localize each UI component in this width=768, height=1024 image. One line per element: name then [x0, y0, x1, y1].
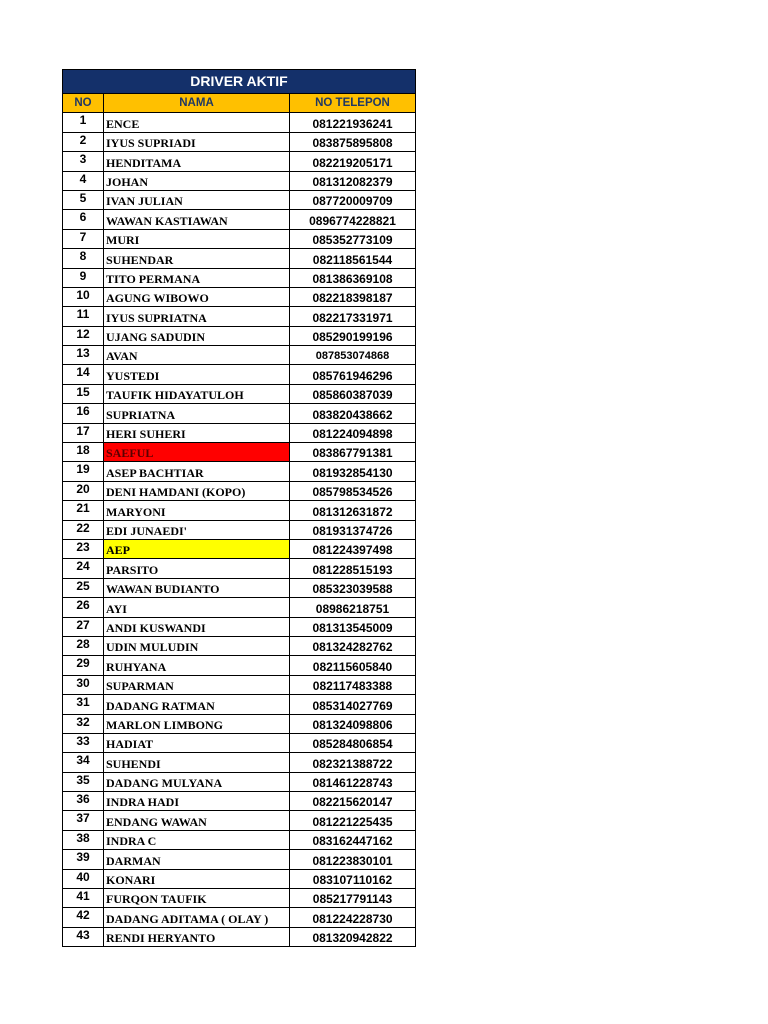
- table-row: [63, 675, 416, 694]
- driver-name: SUPARMAN: [104, 675, 290, 694]
- driver-name: UDIN MULUDIN: [104, 636, 290, 655]
- row-number: 42: [63, 908, 104, 927]
- row-number: 35: [63, 772, 104, 791]
- row-number: 31: [63, 695, 104, 714]
- driver-phone: 082215620147: [290, 792, 416, 811]
- driver-name: FURQON TAUFIK: [104, 889, 290, 908]
- table-row: [63, 617, 416, 636]
- table-row: [63, 830, 416, 849]
- table-row: [63, 520, 416, 539]
- sheet-title: DRIVER AKTIF: [63, 70, 416, 94]
- driver-phone: 085860387039: [290, 384, 416, 403]
- row-number: 26: [63, 598, 104, 617]
- driver-table: [62, 69, 416, 947]
- row-number: 25: [63, 578, 104, 597]
- table-row: [63, 287, 416, 306]
- row-number: 30: [63, 675, 104, 694]
- row-number: 27: [63, 617, 104, 636]
- driver-phone: 081324098806: [290, 714, 416, 733]
- driver-name: HERI SUHERI: [104, 423, 290, 442]
- driver-name: AGUNG WIBOWO: [104, 287, 290, 306]
- table-row: [63, 869, 416, 888]
- row-number: 15: [63, 384, 104, 403]
- driver-phone: 081386369108: [290, 268, 416, 287]
- driver-phone: 081221936241: [290, 113, 416, 132]
- row-number: 33: [63, 733, 104, 752]
- row-number: 22: [63, 520, 104, 539]
- table-row: [63, 753, 416, 772]
- table-row: [63, 811, 416, 830]
- row-number: 14: [63, 365, 104, 384]
- table-row: [63, 423, 416, 442]
- driver-phone: 085761946296: [290, 365, 416, 384]
- row-number: 38: [63, 830, 104, 849]
- driver-phone: 081228515193: [290, 559, 416, 578]
- driver-phone: 082218398187: [290, 287, 416, 306]
- driver-name: DADANG RATMAN: [104, 695, 290, 714]
- driver-name: SUHENDAR: [104, 249, 290, 268]
- driver-name: ANDI KUSWANDI: [104, 617, 290, 636]
- row-number: 4: [63, 171, 104, 190]
- row-number: 29: [63, 656, 104, 675]
- table-row: [63, 772, 416, 791]
- driver-phone: 0896774228821: [290, 210, 416, 229]
- row-number: 20: [63, 481, 104, 500]
- driver-phone: 083875895808: [290, 132, 416, 151]
- driver-name: YUSTEDI: [104, 365, 290, 384]
- table-row: [63, 578, 416, 597]
- driver-name: SUHENDI: [104, 753, 290, 772]
- table-row: [63, 113, 416, 132]
- driver-phone: 081224397498: [290, 539, 416, 558]
- table-row: [63, 171, 416, 190]
- table-row: [63, 559, 416, 578]
- header-phone: NO TELEPON: [290, 94, 416, 113]
- driver-phone: 083820438662: [290, 404, 416, 423]
- table-row: [63, 404, 416, 423]
- table-row: [63, 384, 416, 403]
- driver-name: ENDANG WAWAN: [104, 811, 290, 830]
- driver-phone: 081224094898: [290, 423, 416, 442]
- row-number: 39: [63, 850, 104, 869]
- table-row: [63, 598, 416, 617]
- driver-phone: 082117483388: [290, 675, 416, 694]
- table-row: [63, 714, 416, 733]
- driver-phone: 081313545009: [290, 617, 416, 636]
- table-row: [63, 249, 416, 268]
- driver-phone: 081931374726: [290, 520, 416, 539]
- table-row: [63, 152, 416, 171]
- driver-phone: 081932854130: [290, 462, 416, 481]
- driver-name: INDRA HADI: [104, 792, 290, 811]
- table-row: [63, 792, 416, 811]
- driver-phone: 085352773109: [290, 229, 416, 248]
- row-number: 18: [63, 443, 104, 462]
- table-row: [63, 733, 416, 752]
- row-number: 43: [63, 927, 104, 946]
- row-number: 17: [63, 423, 104, 442]
- driver-name: DENI HAMDANI (KOPO): [104, 481, 290, 500]
- driver-phone: 085323039588: [290, 578, 416, 597]
- table-row: [63, 326, 416, 345]
- driver-name: AVAN: [104, 346, 290, 365]
- driver-rows: [63, 113, 416, 947]
- driver-name: AYI: [104, 598, 290, 617]
- driver-name: RUHYANA: [104, 656, 290, 675]
- driver-phone: 081312082379: [290, 171, 416, 190]
- row-number: 23: [63, 539, 104, 558]
- driver-name: EDI JUNAEDI': [104, 520, 290, 539]
- driver-name: DARMAN: [104, 850, 290, 869]
- driver-name: SUPRIATNA: [104, 404, 290, 423]
- row-number: 1: [63, 113, 104, 132]
- table-row: [63, 501, 416, 520]
- driver-name: PARSITO: [104, 559, 290, 578]
- driver-phone: 085217791143: [290, 889, 416, 908]
- table-row: [63, 636, 416, 655]
- driver-phone: 081461228743: [290, 772, 416, 791]
- table-row: [63, 656, 416, 675]
- row-number: 8: [63, 249, 104, 268]
- driver-phone: 083162447162: [290, 830, 416, 849]
- table-row: [63, 307, 416, 326]
- table-row: [63, 210, 416, 229]
- row-number: 5: [63, 190, 104, 209]
- driver-name: HADIAT: [104, 733, 290, 752]
- driver-name: WAWAN KASTIAWAN: [104, 210, 290, 229]
- driver-name: ENCE: [104, 113, 290, 132]
- row-number: 10: [63, 287, 104, 306]
- row-number: 16: [63, 404, 104, 423]
- row-number: 24: [63, 559, 104, 578]
- table-row: [63, 908, 416, 927]
- row-number: 37: [63, 811, 104, 830]
- driver-name: IVAN JULIAN: [104, 190, 290, 209]
- table-row: [63, 462, 416, 481]
- table-row: [63, 268, 416, 287]
- driver-name: MARYONI: [104, 501, 290, 520]
- driver-phone: 082321388722: [290, 753, 416, 772]
- table-row: [63, 190, 416, 209]
- driver-phone: 081320942822: [290, 927, 416, 946]
- driver-phone: 081312631872: [290, 501, 416, 520]
- driver-phone: 083107110162: [290, 869, 416, 888]
- row-number: 2: [63, 132, 104, 151]
- driver-name: SAEFUL: [104, 443, 290, 462]
- driver-phone: 081224228730: [290, 908, 416, 927]
- row-number: 11: [63, 307, 104, 326]
- driver-phone: 087853074868: [290, 346, 416, 365]
- table-row: [63, 481, 416, 500]
- driver-phone: 081223830101: [290, 850, 416, 869]
- title-row: [63, 70, 416, 94]
- driver-phone: 082219205171: [290, 152, 416, 171]
- row-number: 6: [63, 210, 104, 229]
- table-row: [63, 346, 416, 365]
- driver-name: INDRA C: [104, 830, 290, 849]
- driver-phone: 085290199196: [290, 326, 416, 345]
- row-number: 19: [63, 462, 104, 481]
- header-name: NAMA: [104, 94, 290, 113]
- header-row: [63, 94, 416, 113]
- table-row: [63, 927, 416, 946]
- driver-name: ASEP BACHTIAR: [104, 462, 290, 481]
- driver-name: MARLON LIMBONG: [104, 714, 290, 733]
- driver-name: WAWAN BUDIANTO: [104, 578, 290, 597]
- row-number: 36: [63, 792, 104, 811]
- driver-phone: 085284806854: [290, 733, 416, 752]
- driver-name: IYUS SUPRIADI: [104, 132, 290, 151]
- driver-name: UJANG SADUDIN: [104, 326, 290, 345]
- table-row: [63, 443, 416, 462]
- driver-name: TITO PERMANA: [104, 268, 290, 287]
- driver-name: KONARI: [104, 869, 290, 888]
- driver-phone: 083867791381: [290, 443, 416, 462]
- driver-name: AEP: [104, 539, 290, 558]
- table-row: [63, 889, 416, 908]
- table-row: [63, 695, 416, 714]
- table-row: [63, 229, 416, 248]
- driver-phone: 081221225435: [290, 811, 416, 830]
- row-number: 28: [63, 636, 104, 655]
- row-number: 21: [63, 501, 104, 520]
- driver-name: DADANG MULYANA: [104, 772, 290, 791]
- driver-name: JOHAN: [104, 171, 290, 190]
- row-number: 7: [63, 229, 104, 248]
- header-no: NO: [63, 94, 104, 113]
- row-number: 34: [63, 753, 104, 772]
- driver-phone: 082115605840: [290, 656, 416, 675]
- table-row: [63, 365, 416, 384]
- row-number: 40: [63, 869, 104, 888]
- driver-name: MURI: [104, 229, 290, 248]
- driver-phone: 081324282762: [290, 636, 416, 655]
- row-number: 32: [63, 714, 104, 733]
- driver-phone: 085798534526: [290, 481, 416, 500]
- table-row: [63, 850, 416, 869]
- table-row: [63, 539, 416, 558]
- driver-name: TAUFIK HIDAYATULOH: [104, 384, 290, 403]
- driver-sheet: [62, 69, 415, 947]
- row-number: 12: [63, 326, 104, 345]
- table-row: [63, 132, 416, 151]
- driver-name: DADANG ADITAMA ( OLAY ): [104, 908, 290, 927]
- row-number: 41: [63, 889, 104, 908]
- driver-phone: 08986218751: [290, 598, 416, 617]
- driver-name: IYUS SUPRIATNA: [104, 307, 290, 326]
- driver-name: RENDI HERYANTO: [104, 927, 290, 946]
- driver-phone: 085314027769: [290, 695, 416, 714]
- row-number: 13: [63, 346, 104, 365]
- row-number: 3: [63, 152, 104, 171]
- driver-name: HENDITAMA: [104, 152, 290, 171]
- row-number: 9: [63, 268, 104, 287]
- driver-phone: 082217331971: [290, 307, 416, 326]
- driver-phone: 082118561544: [290, 249, 416, 268]
- driver-phone: 087720009709: [290, 190, 416, 209]
